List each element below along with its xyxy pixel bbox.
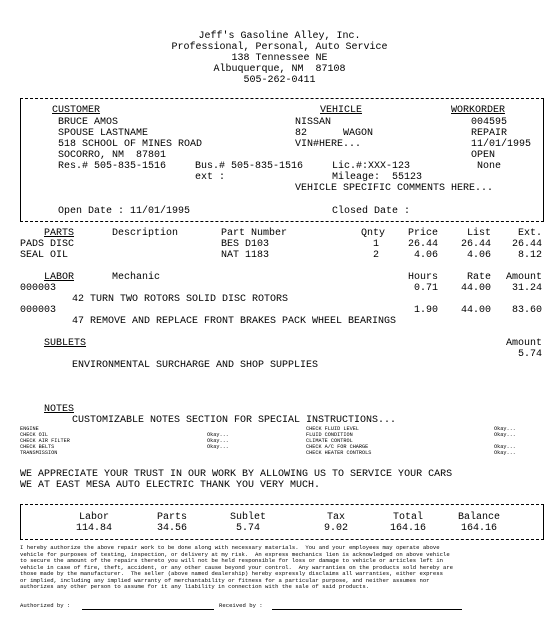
part-ext: 8.12 [517, 250, 542, 261]
part-desc: SEAL OIL [20, 250, 69, 261]
customer-name: BRUCE AMOS [58, 117, 119, 128]
labor-col-amount: Amount [505, 272, 542, 283]
vehicle-make: NISSAN [295, 117, 332, 128]
customer-ext: ext : [195, 172, 226, 183]
total-label-parts: Parts [156, 512, 187, 523]
part-price: 4.06 [413, 250, 438, 261]
total-label-balance: Balance [457, 512, 500, 523]
checklist-value: Okay... [494, 432, 516, 438]
workorder-type: REPAIR [471, 128, 508, 139]
workorder-date: 11/01/1995 [471, 139, 532, 150]
legal-line: or implied, including any implied warranty of merchantability or fitness for a particular purpose, and neither assumes nor [20, 576, 430, 584]
workorder-number: 004595 [471, 117, 508, 128]
part-qty: 2 [372, 250, 379, 261]
shop-tagline: Professional, Personal, Auto Service [171, 42, 388, 53]
total-value-balance: 164.16 [460, 523, 497, 534]
sublets-desc: ENVIRONMENTAL SURCHARGE AND SHOP SUPPLIES [72, 360, 319, 371]
labor-hours: 1.90 [413, 305, 438, 316]
legal-line: vehicle in case of fire, theft, accident, or any other cause beyond your control. Any warranties on the products sold hereby are [20, 563, 454, 571]
box-left-border [20, 98, 21, 222]
legal-line: those made by the manufacturer. The seller (above named dealership) hereby expressly disclaims all warranties, either express [20, 570, 443, 577]
shop-city: Albuquerque, NM 87108 [213, 64, 346, 75]
divider [20, 221, 544, 222]
checklist-label: CHECK HEATER CONTROLS [306, 450, 372, 456]
labor-desc: 47 REMOVE AND REPLACE FRONT BRAKES PACK WHEEL BEARINGS [72, 316, 397, 327]
customer-bus-phone: Bus.# 505-835-1516 [195, 161, 304, 172]
checklist-label: TRANSMISSION [20, 450, 58, 456]
vehicle-comments: VEHICLE SPECIFIC COMMENTS HERE... [295, 183, 494, 194]
thanks-line: WE AT EAST MESA AUTO ELECTRIC THANK YOU VERY MUCH. [20, 480, 321, 491]
checklist-label: FLUID CONDITION [306, 432, 353, 438]
parts-col-ext: Ext. [517, 228, 542, 239]
sublets-col-amount: Amount [505, 338, 542, 349]
closed-date: Closed Date : [332, 206, 411, 217]
workorder-none: None [477, 161, 502, 172]
divider [20, 539, 544, 540]
box-right-border [543, 98, 544, 222]
labor-amount: 83.60 [511, 305, 542, 316]
checklist-label: ENGINE [20, 426, 39, 432]
checklist-value: Okay... [494, 450, 516, 456]
labor-heading: LABOR [44, 272, 75, 283]
total-value-sublet: 5.74 [235, 523, 260, 534]
total-label-labor: Labor [78, 512, 109, 523]
notes-heading: NOTES [44, 404, 75, 415]
total-label-sublet: Sublet [229, 512, 266, 523]
customer-street: 518 SCHOOL OF MINES ROAD [58, 139, 203, 150]
authorized-signature-line [82, 609, 214, 610]
vehicle-lic: Lic.#:XXX-123 [332, 161, 411, 172]
checklist-value: Okay... [207, 432, 229, 438]
parts-col-list: List [466, 228, 491, 239]
labor-hours: 0.71 [413, 283, 438, 294]
checklist-value: Okay... [494, 426, 516, 432]
labor-amount: 31.24 [511, 283, 542, 294]
shop-name: Jeff's Gasoline Alley, Inc. [198, 31, 361, 42]
shop-phone: 505-262-0411 [243, 75, 316, 86]
checklist-label: CHECK AIR FILTER [20, 438, 70, 444]
part-price: 26.44 [407, 239, 438, 250]
vehicle-mileage: Mileage: 55123 [332, 172, 423, 183]
customer-spouse: SPOUSE LASTNAME [58, 128, 149, 139]
part-list: 26.44 [460, 239, 491, 250]
total-label-total: Total [392, 512, 423, 523]
vehicle-heading: VEHICLE [320, 105, 363, 116]
shop-street: 138 Tennessee NE [231, 53, 328, 64]
checklist-label: CLIMATE CONTROL [306, 438, 353, 444]
legal-line: to secure the amount of the repairs thereto you will not be held responsible for loss or damage to vehicle or articles left in [20, 557, 443, 564]
vehicle-vin: VIN#HERE... [295, 139, 362, 150]
labor-mech: 000003 [20, 305, 57, 316]
labor-col-hours: Hours [407, 272, 438, 283]
notes-text: CUSTOMIZABLE NOTES SECTION FOR SPECIAL INSTRUCTIONS... [72, 415, 397, 426]
part-number: NAT 1183 [221, 250, 270, 261]
parts-col-price: Price [407, 228, 438, 239]
received-by-label: Received by : [219, 602, 263, 609]
part-ext: 26.44 [511, 239, 542, 250]
authorized-by-label: Authorized by : [20, 602, 71, 609]
divider [20, 504, 544, 505]
labor-desc: 42 TURN TWO ROTORS SOLID DISC ROTORS [72, 294, 289, 305]
legal-line: authorizes any other person to assume for it any liability in connection with the sale of said products. [20, 583, 370, 590]
total-value-labor: 114.84 [75, 523, 112, 534]
box-right-border [543, 504, 544, 540]
parts-heading: PARTS [44, 228, 75, 239]
checklist-label: CHECK BELTS [20, 444, 55, 450]
sublets-amount: 5.74 [517, 349, 542, 360]
checklist-value: Okay... [207, 444, 229, 450]
checklist-label: CHECK FLUID LEVEL [306, 426, 359, 432]
thanks-line: WE APPRECIATE YOUR TRUST IN OUR WORK BY ALLOWING US TO SERVICE YOUR CARS [20, 469, 453, 480]
open-date: Open Date : 11/01/1995 [58, 206, 191, 217]
received-signature-line [272, 609, 462, 610]
checklist-value: Okay... [494, 444, 516, 450]
labor-rate: 44.00 [460, 283, 491, 294]
labor-col-mech: Mechanic [112, 272, 161, 283]
total-value-parts: 34.56 [156, 523, 187, 534]
checklist-label: CHECK OIL [20, 432, 49, 438]
workorder-status: OPEN [471, 150, 496, 161]
checklist-label: CHECK A/C FOR CHARGE [306, 444, 369, 450]
legal-line: vehicle for purposes of testing, inspection, or delivery at my risk. An express mechanics lien is acknowledged on above vehicle [20, 550, 450, 558]
workorder-heading: WORKORDER [451, 105, 506, 116]
part-qty: 1 [372, 239, 379, 250]
customer-res-phone: Res.# 505-835-1516 [58, 161, 167, 172]
parts-col-part: Part Number [221, 228, 288, 239]
customer-heading: CUSTOMER [52, 105, 101, 116]
parts-col-qty: Qnty [360, 228, 385, 239]
total-label-tax: Tax [326, 512, 345, 523]
box-left-border [20, 504, 21, 540]
total-value-tax: 9.02 [323, 523, 348, 534]
labor-rate: 44.00 [460, 305, 491, 316]
vehicle-model: 82 WAGON [295, 128, 374, 139]
customer-city: SOCORRO, NM 87801 [58, 150, 167, 161]
labor-mech: 000003 [20, 283, 57, 294]
part-desc: PADS DISC [20, 239, 75, 250]
divider [20, 98, 544, 99]
sublets-heading: SUBLETS [44, 338, 87, 349]
part-list: 4.06 [466, 250, 491, 261]
total-value-total: 164.16 [389, 523, 426, 534]
part-number: BES D103 [221, 239, 270, 250]
parts-col-desc: Description [112, 228, 179, 239]
labor-col-rate: Rate [466, 272, 491, 283]
legal-line: I hereby authorize the above repair work to be done along with necessary materials. You and your employees may operate above [20, 544, 440, 551]
checklist-value: Okay... [207, 438, 229, 444]
